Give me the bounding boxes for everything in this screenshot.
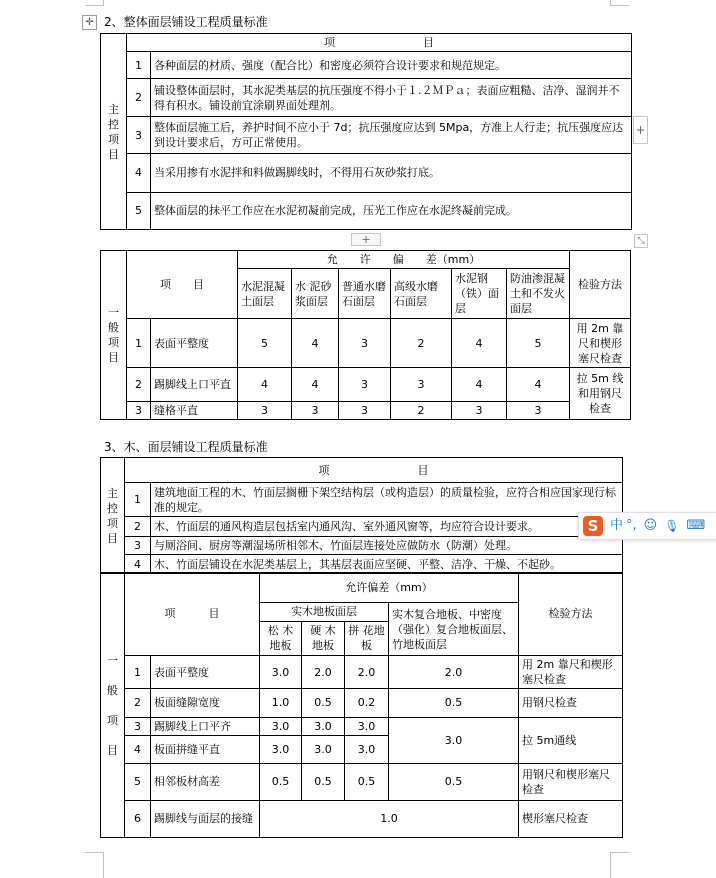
tolerance-value: 4 xyxy=(238,368,292,402)
add-row-button[interactable]: + xyxy=(351,233,381,246)
section-3-heading: 3、木、面层铺设工程质量标准 xyxy=(104,440,268,454)
ime-keyboard-icon[interactable]: ⌨ xyxy=(686,518,706,533)
row-number: 4 xyxy=(127,154,151,192)
add-column-button[interactable]: + xyxy=(633,116,648,144)
section-3-general-table xyxy=(100,572,623,838)
row-number: 3 xyxy=(125,537,151,555)
sub-column-header: 硬 木地板 xyxy=(302,621,345,655)
inspection-method: 用 2m 靠尺和楔形塞尺检查 xyxy=(570,319,631,368)
tolerance-value: 3.0 xyxy=(260,655,302,688)
requirement-text: 铺设整体面层时，其水泥类基层的抗压强度不得小于１.２ＭＰａ；表面应粗糙、洁净、湿润并不得有积水。铺设前宜涂刷界面处理剂。 xyxy=(151,79,632,116)
column-header: 高级水磨石面层 xyxy=(391,269,452,319)
tolerance-header: 允许偏差（mm） xyxy=(260,573,519,603)
tolerance-value: 0.5 xyxy=(302,689,345,717)
row-number: 2 xyxy=(125,517,151,537)
tolerance-value: 1.0 xyxy=(260,689,302,717)
ime-emoji-icon[interactable]: ☺ xyxy=(643,518,658,533)
tolerance-value: 4 xyxy=(292,368,339,402)
item-name: 踢脚线上口平齐 xyxy=(151,717,260,735)
row-number: 3 xyxy=(125,717,151,735)
column-header: 水泥混凝土面层 xyxy=(238,269,292,319)
row-number: 6 xyxy=(125,800,151,837)
solid-wood-header: 实木地板面层 xyxy=(260,603,389,621)
tolerance-value: 4 xyxy=(292,319,339,368)
item-name: 踢脚线上口平直 xyxy=(151,368,238,402)
inspection-method: 用 2m 靠尺和楔形塞尺检查 xyxy=(519,655,623,688)
row-number: 1 xyxy=(125,483,151,517)
requirement-text: 各种面层的材质、强度（配合比）和密度必须符合设计要求和规范规定。 xyxy=(151,52,632,79)
composite-floor-header: 实木复合地板、中密度（强化）复合地板面层、竹地板面层 xyxy=(389,603,519,656)
tolerance-value: 0.5 xyxy=(389,689,519,717)
page-corner-mark xyxy=(610,852,629,878)
item-name: 板面缝隙宽度 xyxy=(151,689,260,717)
method-header: 检验方法 xyxy=(519,573,623,656)
requirement-text: 与厕浴间、厨房等潮湿场所相邻木、竹面层连接处应做防水（防潮）处理。 xyxy=(151,537,623,555)
tolerance-value: 3.0 xyxy=(260,735,302,763)
inspection-method: 用钢尺检查 xyxy=(519,689,623,717)
requirement-text: 木、竹面层铺设在水泥类基层上，其基层表面应坚硬、平整、洁净、干燥、不起砂。 xyxy=(151,555,623,574)
inspection-method: 拉 5m通线 xyxy=(519,717,623,764)
tolerance-value: 2 xyxy=(391,319,452,368)
tolerance-value: 3.0 xyxy=(389,717,519,764)
row-number: 1 xyxy=(125,655,151,688)
row-number: 5 xyxy=(125,764,151,800)
tolerance-header: 允 许 偏 差（mm） xyxy=(238,251,570,269)
tolerance-value: 3 xyxy=(339,402,391,420)
tolerance-value: 3 xyxy=(452,402,507,420)
row-number: 2 xyxy=(125,689,151,717)
requirement-text: 整体面层施工后，养护时间不应小于 7d；抗压强度应达到 5Mpa，方准上人行走；抗压强度应达到设计要求后，方可正常使用。 xyxy=(151,116,632,153)
row-number: 2 xyxy=(127,368,151,402)
item-name: 板面拼缝平直 xyxy=(151,735,260,763)
row-number: 1 xyxy=(127,52,151,79)
column-header: 水泥钢（铁）面层 xyxy=(452,269,507,319)
page-corner-mark xyxy=(85,852,104,878)
requirement-text: 当采用掺有水泥拌和料做踢脚线时，不得用石灰砂浆打底。 xyxy=(151,154,632,192)
sub-column-header: 拼 花地板 xyxy=(345,621,389,655)
inspection-method: 楔形塞尺检查 xyxy=(519,800,623,837)
ime-language-toggle[interactable]: 中 xyxy=(610,518,624,533)
column-header: 普通水磨石面层 xyxy=(339,269,391,319)
tolerance-value: 3 xyxy=(292,402,339,420)
ime-punctuation-toggle[interactable]: °, xyxy=(626,518,637,533)
table-header: 项 目 xyxy=(127,34,632,52)
sub-column-header: 松 木地板 xyxy=(260,621,302,655)
tolerance-value: 0.2 xyxy=(345,689,389,717)
row-number: 1 xyxy=(127,319,151,368)
main-control-group-label: 主 控 项 目 xyxy=(101,458,125,574)
page-corner-mark xyxy=(85,0,104,6)
section-2-main-control-table xyxy=(100,33,632,230)
tolerance-value: 4 xyxy=(452,319,507,368)
row-number: 3 xyxy=(127,116,151,153)
requirement-text: 木、竹面层的通风构造层包括室内通风沟、室外通风窗等，均应符合设计要求。 xyxy=(151,517,623,537)
inspection-method: 拉 5m 线和用钢尺检查 xyxy=(570,368,631,420)
requirement-text: 建筑地面工程的木、竹面层搁栅下架空结构层（或构造层）的质量检验，应符合相应国家现行标准的规定。 xyxy=(151,483,623,517)
table-header: 项 目 xyxy=(125,458,623,483)
item-name: 缝格平直 xyxy=(151,402,238,420)
main-control-group-label: 主 控 项 目 xyxy=(101,34,127,230)
tolerance-value: 0.5 xyxy=(302,764,345,800)
method-header: 检验方法 xyxy=(570,251,631,319)
item-name: 踢脚线与面层的接缝 xyxy=(151,800,260,837)
tolerance-value: 0.5 xyxy=(345,764,389,800)
row-number: 4 xyxy=(125,555,151,574)
tolerance-value: 0.5 xyxy=(389,764,519,800)
row-number: 3 xyxy=(127,402,151,420)
row-number: 2 xyxy=(127,79,151,116)
item-name: 相邻板材高差 xyxy=(151,764,260,800)
tolerance-value: 3 xyxy=(238,402,292,420)
table-resize-icon[interactable]: ⤡ xyxy=(634,234,648,248)
page-corner-mark xyxy=(610,0,629,6)
item-name: 表面平整度 xyxy=(151,319,238,368)
tolerance-value: 3.0 xyxy=(302,735,345,763)
inspection-method: 用钢尺和楔形塞尺检查 xyxy=(519,764,623,800)
tolerance-value: 2 xyxy=(391,402,452,420)
section-3-main-control-table xyxy=(100,457,623,574)
tolerance-value: 2.0 xyxy=(302,655,345,688)
tolerance-value: 3.0 xyxy=(345,735,389,763)
ime-voice-icon[interactable]: 🎙 xyxy=(664,519,680,533)
tolerance-value: 5 xyxy=(238,319,292,368)
tolerance-value: 1.0 xyxy=(260,800,519,837)
tolerance-value: 3.0 xyxy=(260,717,302,735)
item-header: 项 目 xyxy=(127,251,238,319)
general-group-label: 一 般 项 目 xyxy=(101,251,127,420)
ime-logo-icon[interactable]: S xyxy=(583,516,603,536)
ime-toolbar[interactable] xyxy=(578,512,716,540)
row-number: 4 xyxy=(125,735,151,763)
tolerance-value: 3 xyxy=(339,319,391,368)
tolerance-value: 3 xyxy=(339,368,391,402)
tolerance-value: 3 xyxy=(507,402,570,420)
section-2-general-table xyxy=(100,250,631,420)
tolerance-value: 3.0 xyxy=(302,717,345,735)
general-group-label: 一 般 项 目 xyxy=(101,573,125,838)
tolerance-value: 4 xyxy=(452,368,507,402)
tolerance-value: 2.0 xyxy=(389,655,519,688)
tolerance-value: 4 xyxy=(507,368,570,402)
tolerance-value: 2.0 xyxy=(345,655,389,688)
tolerance-value: 3 xyxy=(391,368,452,402)
tolerance-value: 5 xyxy=(507,319,570,368)
column-header: 水 泥砂 浆面层 xyxy=(292,269,339,319)
requirement-text: 整体面层的抹平工作应在水泥初凝前完成，压光工作应在水泥终凝前完成。 xyxy=(151,192,632,229)
section-2-heading: 2、整体面层铺设工程质量标准 xyxy=(104,15,268,29)
item-header: 项 目 xyxy=(125,573,260,656)
tolerance-value: 3.0 xyxy=(345,717,389,735)
tolerance-value: 0.5 xyxy=(260,764,302,800)
row-number: 5 xyxy=(127,192,151,229)
table-move-handle-icon[interactable]: ✛ xyxy=(82,15,97,30)
item-name: 表面平整度 xyxy=(151,655,260,688)
column-header: 防油渗混凝土和不发火面层 xyxy=(507,269,570,319)
